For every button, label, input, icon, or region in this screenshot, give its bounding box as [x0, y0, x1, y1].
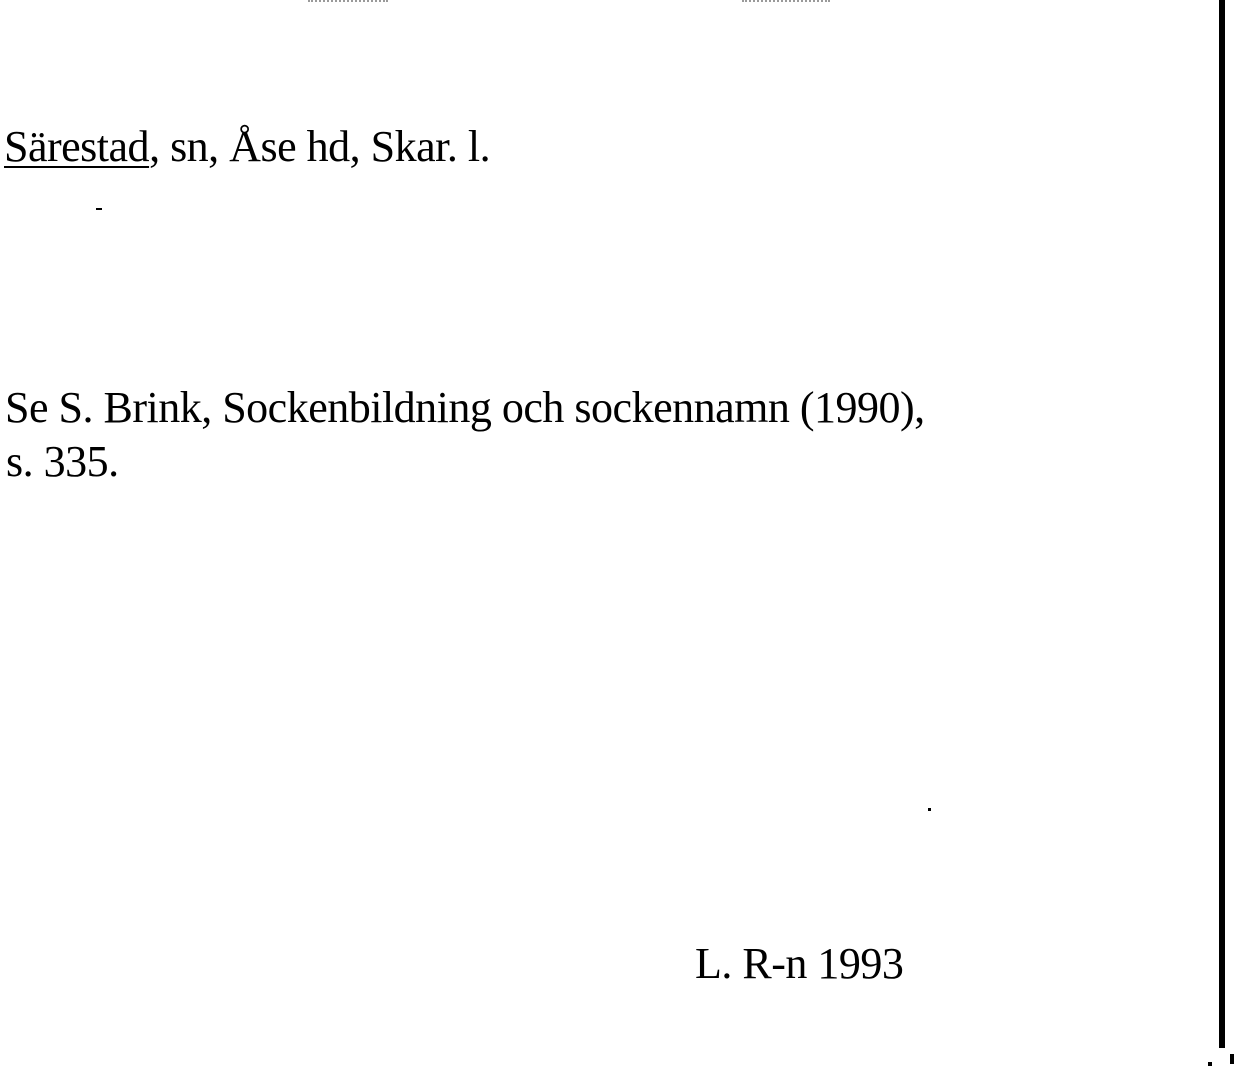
- reference-line-2: s. 335.: [6, 437, 119, 486]
- scan-speck: [928, 808, 931, 811]
- scan-noise: [308, 0, 388, 5]
- scan-speck: [1230, 1054, 1234, 1064]
- card-edge-border: [1219, 0, 1225, 1048]
- card-heading: [4, 122, 491, 171]
- scan-speck: [1208, 1062, 1212, 1066]
- heading-details: , sn, Åse hd, Skar. l.: [149, 122, 491, 171]
- place-name: Särestad: [4, 122, 150, 171]
- scan-noise: [742, 0, 830, 5]
- scan-speck: [96, 208, 102, 210]
- reference-line-1: Se S. Brink, Sockenbildning och sockennamn (1990),: [5, 383, 925, 432]
- signature: L. R-n 1993: [695, 939, 904, 988]
